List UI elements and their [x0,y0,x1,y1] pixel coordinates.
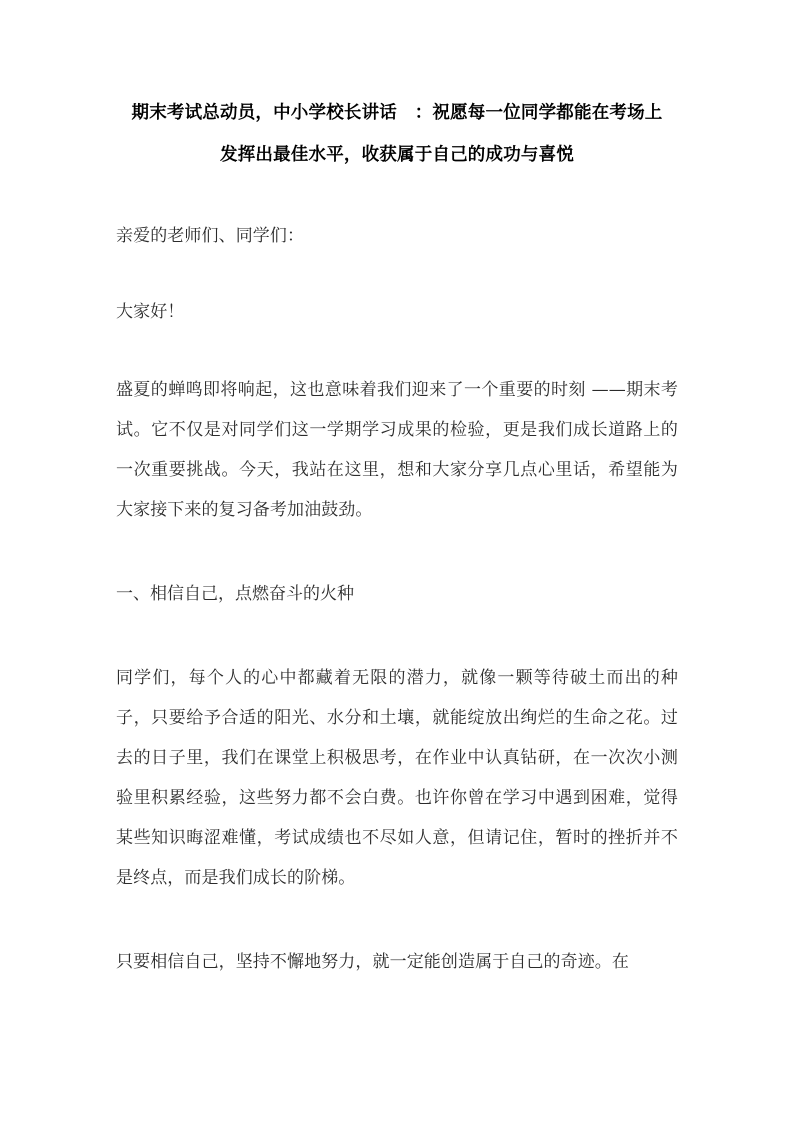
spacer-after-body [116,898,678,942]
spacer-after-greeting [116,332,678,370]
greeting-paragraph: 大家好！ [116,302,185,322]
intro-paragraph: 盛夏的蝉鸣即将响起，这也意味着我们迎来了一个重要的时刻 ——期末考试。它不仅是对同学们这一学期学习成果的检验，更是我们成长道路上的一次重要挑战。今天，我站在这里，想和大家分享几点心里话，希望能为大家接下来的复习备考加油鼓劲。 [116,380,678,520]
salutation-paragraph: 亲爱的老师们、同学们： [116,226,305,246]
spacer-after-salutation [116,256,678,292]
document-content [116,92,678,982]
spacer-after-intro [116,530,678,574]
spacer-after-title [116,176,678,216]
document-title-line-1: 期末考试总动员，中小学校长讲话 ：祝愿每一位同学都能在考场上 [131,103,663,123]
document-title [116,92,678,176]
section-1-paragraph: 同学们，每个人的心中都藏着无限的潜力，就像一颗等待破土而出的种子，只要给予合适的阳光、水分和土壤，就能绽放出绚烂的生命之花。过去的日子里，我们在课堂上积极思考，在作业中认真钻研，在一次次小测验里积累经验，这些努力都不会白费。也许你曾在学习中遇到困难，觉得某些知识晦涩难懂，考试成绩也不尽如人意，但请记住，暂时的挫折并不是终点，而是我们成长的阶梯。 [116,668,678,888]
section-heading-1: 一、相信自己，点燃奋斗的火种 [116,584,354,604]
section-1-paragraph-continued: 只要相信自己，坚持不懈地努力，就一定能创造属于自己的奇迹。在 [116,952,629,972]
spacer-after-heading [116,614,678,658]
document-title-line-2: 发挥出最佳水平，收获属于自己的成功与喜悦 [220,145,574,165]
